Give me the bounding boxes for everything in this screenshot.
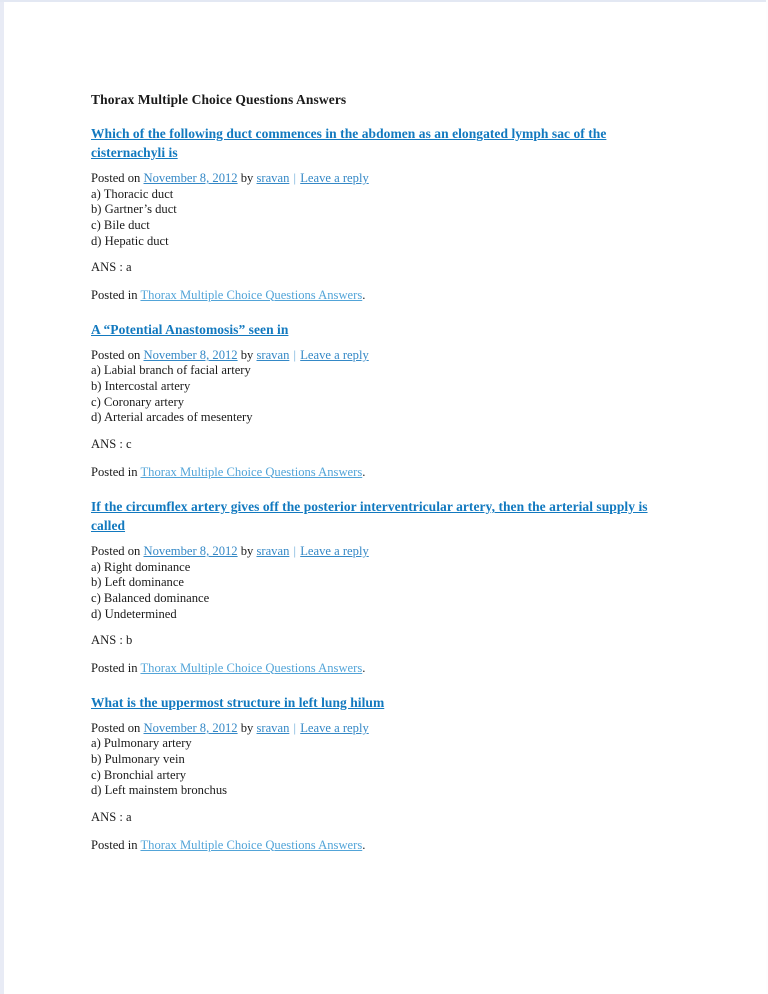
page-edge-left xyxy=(0,0,4,994)
post-title-link[interactable]: If the circumflex artery gives off the posterior interventricular artery, then the arterial supply is called xyxy=(91,498,648,534)
post-author-link[interactable]: sravan xyxy=(256,721,290,736)
posted-on-label: Posted on xyxy=(91,544,141,559)
post-author-link[interactable]: sravan xyxy=(256,544,290,559)
posted-on-label: Posted on xyxy=(91,171,141,186)
post-meta xyxy=(91,721,671,736)
category-link[interactable]: Thorax Multiple Choice Questions Answers xyxy=(140,464,363,479)
posted-in-label: Posted in xyxy=(91,464,138,479)
option-item: a) Thoracic duct xyxy=(91,186,174,201)
posted-on-label: Posted on xyxy=(91,721,141,736)
page-edge-top xyxy=(0,0,768,2)
post-author-link[interactable]: sravan xyxy=(256,348,290,363)
post-entry xyxy=(91,693,671,853)
posted-in-line xyxy=(91,838,671,853)
option-item: b) Pulmonary vein xyxy=(91,752,185,767)
meta-separator: | xyxy=(293,171,297,186)
option-item: d) Left mainstem bronchus xyxy=(91,783,228,798)
trailing-period: . xyxy=(362,287,366,302)
post-meta xyxy=(91,171,671,186)
post-title-link[interactable]: Which of the following duct commences in the abdomen as an elongated lymph sac of the cisternachyli is xyxy=(91,125,607,161)
options-list xyxy=(91,560,671,623)
option-item: a) Right dominance xyxy=(91,559,191,574)
by-label: by xyxy=(240,348,254,363)
option-item: a) Labial branch of facial artery xyxy=(91,363,251,378)
category-link[interactable]: Thorax Multiple Choice Questions Answers xyxy=(140,660,363,675)
page-title: Thorax Multiple Choice Questions Answers xyxy=(91,92,347,107)
post-date-link[interactable]: November 8, 2012 xyxy=(143,721,238,736)
option-item: a) Pulmonary artery xyxy=(91,736,192,751)
post-entry xyxy=(91,320,671,480)
post-author-link[interactable]: sravan xyxy=(256,171,290,186)
post-entry xyxy=(91,497,671,676)
option-item: b) Intercostal artery xyxy=(91,379,191,394)
document-content xyxy=(91,92,671,870)
trailing-period: . xyxy=(362,837,366,852)
option-item: b) Left dominance xyxy=(91,575,185,590)
leave-a-reply-link[interactable]: Leave a reply xyxy=(300,171,369,186)
post-date-link[interactable]: November 8, 2012 xyxy=(143,544,238,559)
posted-in-label: Posted in xyxy=(91,660,138,675)
posted-in-label: Posted in xyxy=(91,287,138,302)
meta-separator: | xyxy=(293,721,297,736)
post-meta xyxy=(91,544,671,559)
leave-a-reply-link[interactable]: Leave a reply xyxy=(300,544,369,559)
meta-separator: | xyxy=(293,544,297,559)
answer-text: ANS : b xyxy=(91,633,133,648)
option-item: c) Coronary artery xyxy=(91,394,185,409)
posted-in-label: Posted in xyxy=(91,837,138,852)
option-item: b) Gartner’s duct xyxy=(91,202,177,217)
options-list xyxy=(91,363,671,426)
by-label: by xyxy=(240,544,254,559)
meta-separator: | xyxy=(293,348,297,363)
option-item: d) Hepatic duct xyxy=(91,233,169,248)
leave-a-reply-link[interactable]: Leave a reply xyxy=(300,721,369,736)
option-item: d) Undetermined xyxy=(91,606,177,621)
post-date-link[interactable]: November 8, 2012 xyxy=(143,348,238,363)
category-link[interactable]: Thorax Multiple Choice Questions Answers xyxy=(140,837,363,852)
trailing-period: . xyxy=(362,464,366,479)
post-date-link[interactable]: November 8, 2012 xyxy=(143,171,238,186)
posted-on-label: Posted on xyxy=(91,348,141,363)
by-label: by xyxy=(240,171,254,186)
category-link[interactable]: Thorax Multiple Choice Questions Answers xyxy=(140,287,363,302)
answer-text: ANS : c xyxy=(91,437,132,452)
by-label: by xyxy=(240,721,254,736)
trailing-period: . xyxy=(362,660,366,675)
option-item: c) Balanced dominance xyxy=(91,590,210,605)
leave-a-reply-link[interactable]: Leave a reply xyxy=(300,348,369,363)
posted-in-line xyxy=(91,465,671,480)
post-title-link[interactable]: What is the uppermost structure in left lung hilum xyxy=(91,694,385,710)
post-meta xyxy=(91,348,671,363)
option-item: d) Arterial arcades of mesentery xyxy=(91,410,253,425)
post-entry xyxy=(91,124,671,303)
options-list xyxy=(91,736,671,799)
post-title-link[interactable]: A “Potential Anastomosis” seen in xyxy=(91,321,289,337)
option-item: c) Bile duct xyxy=(91,217,150,232)
answer-text: ANS : a xyxy=(91,810,132,825)
posted-in-line xyxy=(91,288,671,303)
options-list xyxy=(91,187,671,250)
option-item: c) Bronchial artery xyxy=(91,767,187,782)
answer-text: ANS : a xyxy=(91,260,132,275)
posted-in-line xyxy=(91,661,671,676)
